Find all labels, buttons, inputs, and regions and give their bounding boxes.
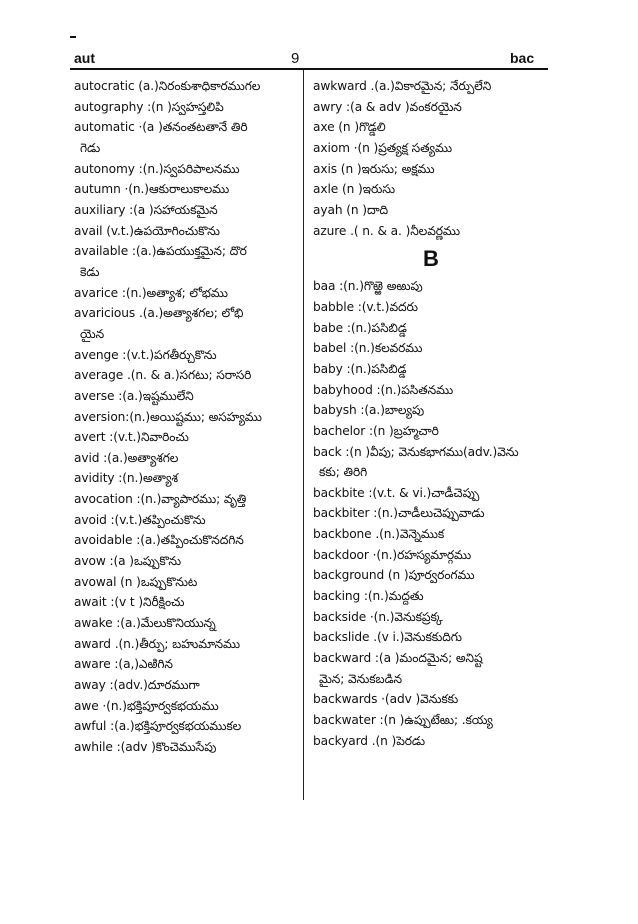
dictionary-entry: backward :(a )మందమైన; అనిష్ట (313, 651, 483, 666)
dictionary-entry: awake :(a.)మేలుకొనియున్న (74, 616, 216, 631)
dictionary-entry: back :(n )వీపు; వెనుకభాగము(adv.)వెను (313, 444, 519, 459)
dictionary-entry: babysh :(a.)బాల్యపు (313, 403, 425, 418)
right-guide-word: bac (510, 50, 535, 66)
dictionary-entry: avert :(v.t.)నివారించు (74, 430, 189, 445)
dictionary-entry: avocation :(n.)వ్యాపారము; వృత్తి (74, 492, 247, 507)
dictionary-entry: awhile :(adv )కొంచెముసేపు (74, 740, 217, 754)
dictionary-entry: backbite :(v.t. & vi.)చాడీచెప్పు (313, 485, 480, 500)
dictionary-entry: axle (n )ఇరుసు (313, 182, 395, 197)
dictionary-entry: backdoor ·(n.)రహస్యమార్గము (313, 547, 472, 562)
dictionary-entry: averse :(a.)ఇష్టములేని (74, 388, 194, 403)
dictionary-entry: automatic ·(a )తనంతటతానే తిరి (74, 120, 248, 135)
dictionary-entry: avail (v.t.)ఉపయోగించుకొను (74, 223, 220, 238)
section-letter: B (423, 246, 439, 272)
dictionary-entry: avaricious .(a.)అత్యాశగల; లోభి (74, 306, 244, 321)
right-column-top-entries (313, 76, 549, 241)
dictionary-entry: baby :(n.)పసిబిడ్డ (313, 361, 407, 376)
dictionary-entry: autocratic (a.)నిరంకుశాధికారముగల (74, 79, 261, 93)
dictionary-entry: auxiliary :(a )సహాయకమైన (74, 202, 218, 217)
right-column (313, 76, 549, 751)
dictionary-entry: axe (n )గొడ్డలి (313, 120, 386, 135)
dictionary-entry: backbone .(n.)వెన్నెముక (313, 527, 445, 542)
dictionary-entry: babel :(n.)కలవరము (313, 341, 423, 356)
dictionary-entry: avoid :(v.t.)తప్పించుకొను (74, 512, 206, 527)
dictionary-entry: avow :(a )ఒప్పుకొను (74, 554, 182, 569)
dictionary-entry: avowal (n )ఒప్పుకొనుట (74, 574, 198, 589)
dictionary-entry: autography :(n )స్వహస్తలిపి (74, 99, 224, 114)
dictionary-entry: కకు; తిరిగి (319, 465, 368, 480)
dictionary-entry: background (n )పూర్వరంగము (313, 568, 475, 583)
dictionary-entry: backslide .(v i.)వెనుకకుదిగు (313, 630, 462, 645)
dictionary-entry: away :(adv.)దూరముగా (74, 678, 200, 693)
dictionary-entry: awry :(a & adv )వంకరయైన (313, 99, 462, 114)
dictionary-entry: azure .( n. & a. )నీలవర్ణము (313, 223, 460, 238)
dictionary-entry: awkward .(a.)వికారమైన; నేర్పులేని (313, 79, 492, 93)
left-column (74, 76, 300, 758)
dictionary-entry: గెడు (80, 140, 101, 155)
dictionary-entry: axis (n )ఇరుసు; అక్షము (313, 161, 435, 176)
dictionary-entry: available :(a.)ఉపయుక్తమైన; దొర (74, 244, 247, 259)
dictionary-entry: axiom ·(n )ప్రత్యక్ష సత్యము (313, 140, 453, 155)
right-column-bottom-entries (313, 276, 549, 751)
dictionary-entry: await :(v t )నిరీక్షించు (74, 595, 185, 610)
dictionary-entry: average .(n. & a.)సగటు; సరాసరి (74, 368, 252, 383)
dictionary-entry: backyard .(n )పెరడు (313, 733, 426, 748)
dictionary-entry: awe ·(n.)భక్తిపూర్వకభయము (74, 698, 219, 713)
dictionary-entry: backwater :(n )ఉప్పుటేఱు; .కయ్య (313, 713, 493, 728)
dictionary-entry: baa :(n.)గొఱ్ఱె అఱుపు (313, 279, 423, 294)
dictionary-entry: aversion:(n.)అయిష్టము; అసహ్యము (74, 409, 262, 424)
dictionary-entry: కెడు (80, 264, 100, 279)
dictionary-entry: యైన (80, 326, 105, 341)
dictionary-entry: babe :(n.)పసిబిడ్డ (313, 320, 407, 335)
left-guide-word: aut (74, 50, 95, 66)
header-rule (70, 68, 548, 70)
dictionary-entry: bachelor :(n )బ్రహ్మచారి (313, 423, 439, 438)
dictionary-entry: avid :(a.)అత్యాశగల (74, 450, 179, 465)
dictionary-entry: backing :(n.)మద్దతు (313, 589, 424, 604)
dictionary-entry: aware :(a,)ఎఱిగిన (74, 657, 173, 672)
page-number: 9 (291, 50, 300, 67)
dictionary-entry: backbiter :(n.)చాడీలుచెప్పువాడు (313, 506, 485, 521)
dictionary-entry: ayah (n )దాది (313, 202, 389, 217)
dictionary-entry: backwards ·(adv )వెనుకకు (313, 692, 459, 707)
dictionary-entry: మైన; వెనుకబడిన (319, 671, 402, 686)
dictionary-entry: avenge :(v.t.)పగతీర్చుకొను (74, 347, 217, 362)
dictionary-entry: autumn ·(n.)ఆకురాలుకాలము (74, 182, 230, 197)
dictionary-entry: babyhood :(n.)పసితనము (313, 382, 454, 397)
dictionary-entry: avarice :(n.)అత్యాశ; లోభము (74, 285, 228, 300)
corner-mark (70, 36, 76, 38)
dictionary-entry: backside ·(n.)వెనుకప్రక్క (313, 609, 443, 624)
column-divider (303, 70, 304, 800)
dictionary-entry: awful :(a.)భక్తిపూర్వకభయముకల (74, 719, 242, 734)
dictionary-entry: avidity :(n.)అత్యాశ (74, 471, 179, 486)
dictionary-entry: avoidable :(a.)తప్పించుకొనదగిన (74, 533, 244, 548)
dictionary-entry: babble :(v.t.)వదరు (313, 299, 418, 314)
dictionary-entry: autonomy :(n.)స్వపరిపాలనము (74, 161, 240, 176)
dictionary-entry: award .(n.)తీర్పు; బహుమానము (74, 636, 241, 651)
